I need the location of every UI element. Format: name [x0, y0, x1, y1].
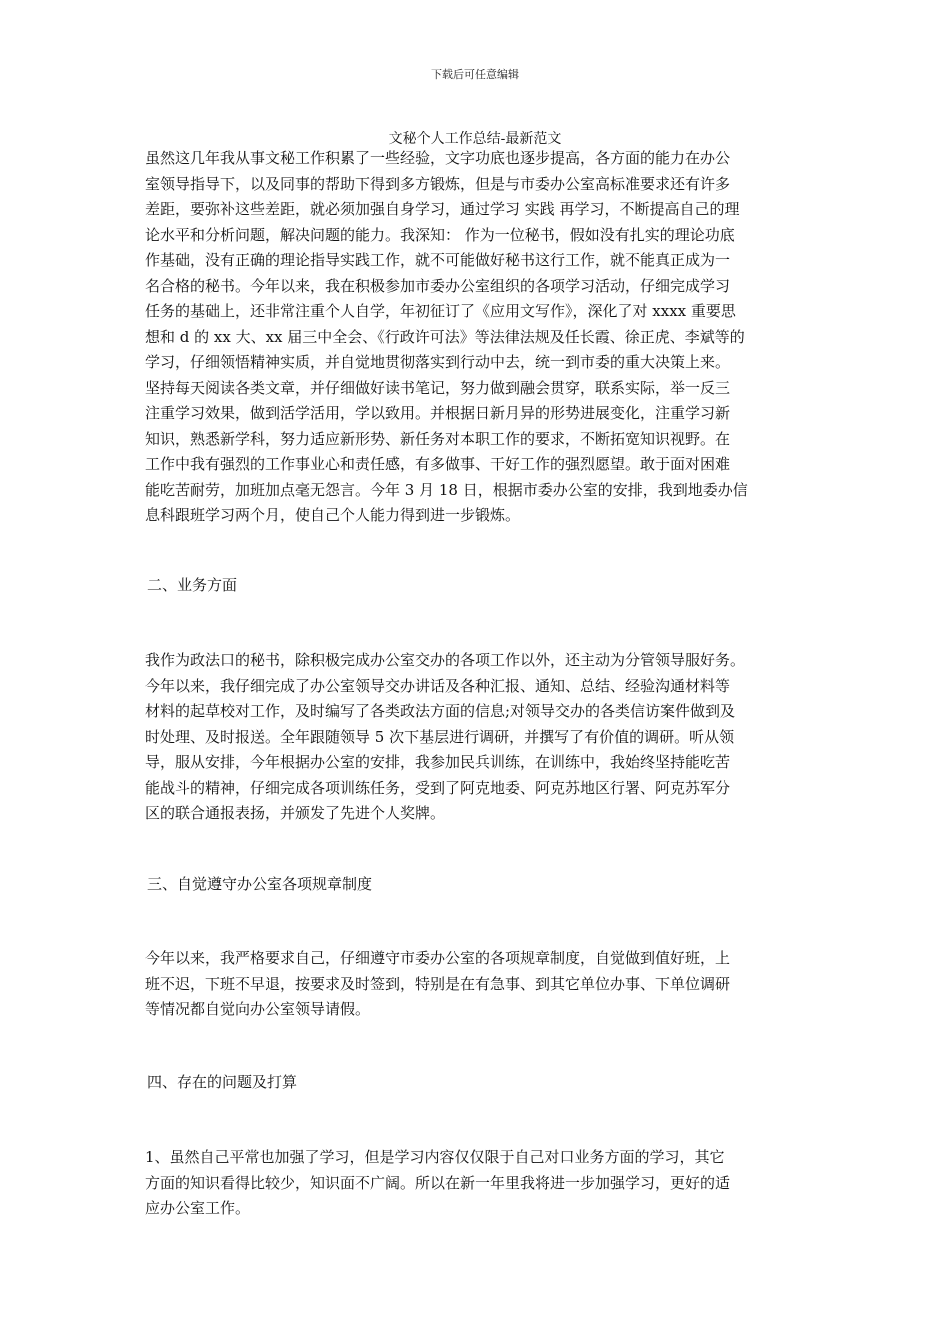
paragraph-line: 差距，要弥补这些差距，就必须加强自身学习，通过学习 实践 再学习，不断提高自己的理	[145, 200, 740, 218]
paragraph-line: 我作为政法口的秘书，除积极完成办公室交办的各项工作以外，还主动为分管领导服好务。	[145, 651, 746, 669]
paragraph-line: 等情况都自觉向办公室领导请假。	[145, 1000, 371, 1018]
paragraph-line: 今年以来，我严格要求自己，仔细遵守市委办公室的各项规章制度，自觉做到值好班，上	[145, 949, 731, 967]
intro-paragraph	[145, 146, 820, 529]
paragraph-line: 班不迟，下班不早退，按要求及时签到，特别是在有急事、到其它单位办事、下单位调研	[145, 974, 731, 993]
paragraph-line: 作基础，没有正确的理论指导实践工作，就不可能做好秘书这行工作，就不能真正成为一	[145, 251, 731, 269]
paragraph-line: 虽然这几年我从事文秘工作积累了一些经验，文字功底也逐步提高，各方面的能力在办公	[145, 149, 731, 167]
section-heading-issues: 四、存在的问题及打算	[147, 1073, 298, 1091]
paragraph-line: 学习，仔细领悟精神实质，并自觉地贯彻落实到行动中去，统一到市委的重大决策上来。	[145, 353, 731, 371]
paragraph-line: 方面的知识看得比较少，知识面不广阔。所以在新一年里我将进一步加强学习，更好的适	[145, 1173, 731, 1192]
paragraph-line: 室领导指导下，以及同事的帮助下得到多方锻炼，但是与市委办公室高标准要求还有许多	[145, 174, 731, 193]
paragraph-line: 名合格的秘书。今年以来，我在积极参加市委办公室组织的各项学习活动，仔细完成学习	[145, 276, 731, 295]
paragraph-line: 工作中我有强烈的工作事业心和责任感，有多做事、干好工作的强烈愿望。敢于面对困难	[145, 455, 731, 473]
rules-paragraph	[145, 946, 820, 1023]
paragraph-line: 论水平和分析问题，解决问题的能力。我深知： 作为一位秘书，假如没有扎实的理论功底	[145, 225, 735, 244]
paragraph-line: 坚持每天阅读各类文章，并仔细做好读书笔记，努力做到融会贯穿，联系实际，举一反三	[145, 378, 731, 397]
section-heading-business: 二、业务方面	[147, 576, 238, 594]
paragraph-line: 想和 d 的 xx 大、xx 届三中全会、《行政许可法》等法律法规及任长霞、徐正虎、李斌等的	[145, 327, 745, 346]
paragraph-line: 能战斗的精神，仔细完成各项训练任务，受到了阿克地委、阿克苏地区行署、阿克苏军分	[145, 778, 731, 797]
business-paragraph	[145, 648, 820, 827]
paragraph-line: 息科跟班学习两个月，使自己个人能力得到进一步锻炼。	[145, 506, 521, 524]
section-heading-rules: 三、自觉遵守办公室各项规章制度	[147, 875, 373, 893]
document-title: 文秘个人工作总结-最新范文	[388, 131, 562, 147]
paragraph-line: 区的联合通报表扬，并颁发了先进个人奖牌。	[145, 804, 446, 822]
paragraph-line: 材料的起草校对工作，及时编写了各类政法方面的信息;对领导交办的各类信访案件做到及	[145, 702, 736, 720]
issues-paragraph	[145, 1145, 820, 1222]
paragraph-line: 1、虽然自己平常也加强了学习，但是学习内容仅仅限于自己对口业务方面的学习，其它	[145, 1148, 725, 1166]
paragraph-line: 今年以来，我仔细完成了办公室领导交办讲话及各种汇报、通知、总结、经验沟通材料等	[145, 676, 731, 695]
paragraph-line: 任务的基础上，还非常注重个人自学，年初征订了《应用文写作》，深化了对 xxxx 重要思	[145, 302, 736, 320]
paragraph-line: 能吃苦耐劳，加班加点毫无怨言。今年 3 月 18 日，根据市委办公室的安排，我到地委办信	[145, 480, 748, 499]
paragraph-line: 注重学习效果，做到活学活用，学以致用。并根据日新月异的形势进展变化，注重学习新	[145, 404, 731, 422]
paragraph-line: 导，服从安排，今年根据办公室的安排，我参加民兵训练，在训练中，我始终坚持能吃苦	[145, 753, 731, 771]
header-note: 下载后可任意编辑	[431, 68, 519, 81]
paragraph-line: 时处理、及时报送。全年跟随领导 5 次下基层进行调研，并撰写了有价值的调研。听从领	[145, 727, 735, 746]
paragraph-line: 应办公室工作。	[145, 1199, 251, 1217]
paragraph-line: 知识，熟悉新学科，努力适应新形势、新任务对本职工作的要求，不断拓宽知识视野。在	[145, 429, 731, 448]
